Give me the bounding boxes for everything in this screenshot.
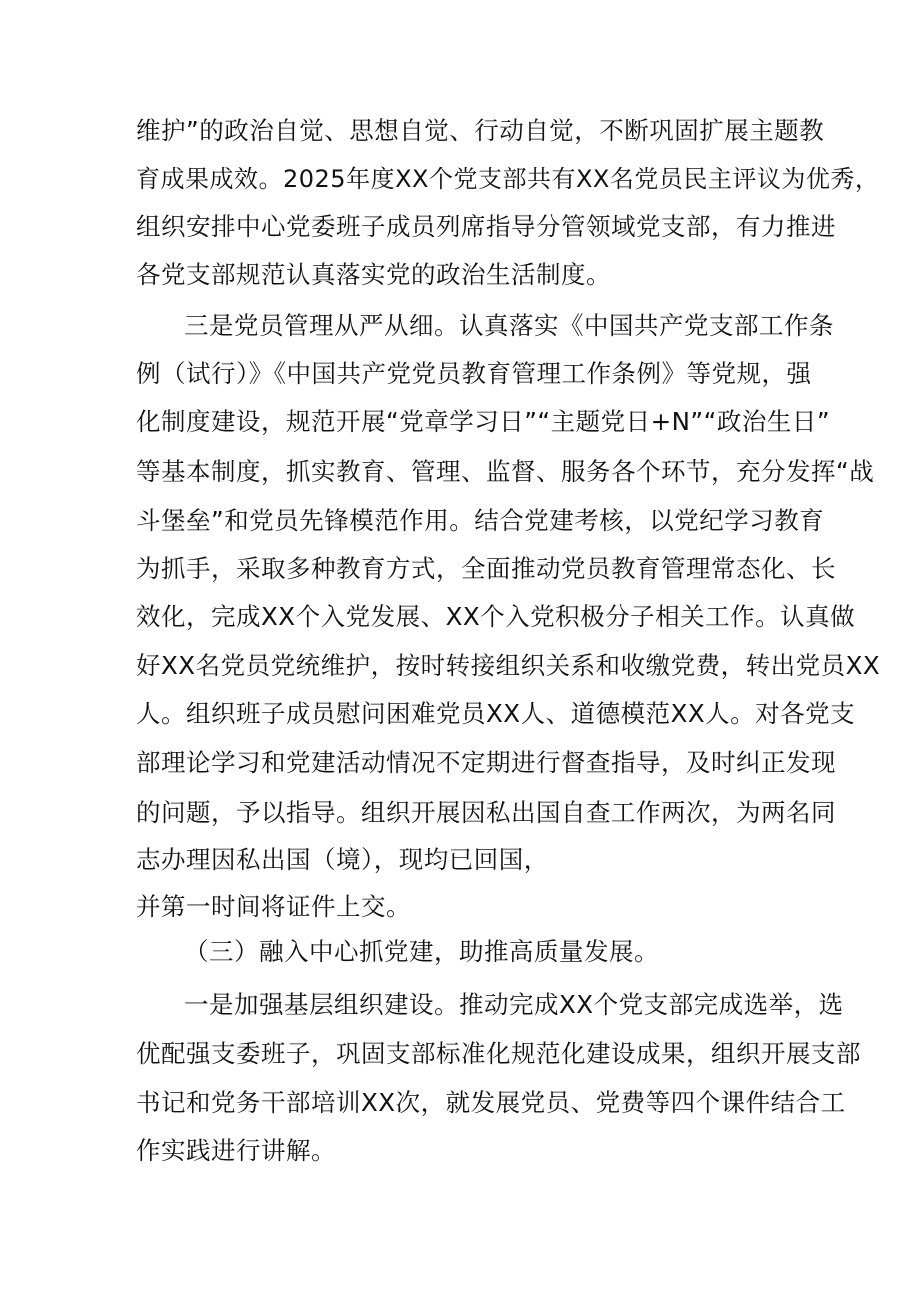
text-line-7: 化制度建设，规范开展“党章学习日”“主题党日+N”“政治生日” bbox=[136, 407, 831, 436]
text-line-13: 人。组织班子成员慰问困难党员XX人、道德模范XX人。对各党支 bbox=[136, 699, 856, 728]
text-line-19: 一是加强基层组织建设。推动完成XX个党支部完成选举，选 bbox=[184, 990, 844, 1019]
text-line-8: 等基本制度，抓实教育、管理、监督、服务各个环节，充分发挥“战 bbox=[136, 457, 875, 486]
text-line-15: 的问题，予以指导。组织开展因私出国自查工作两次，为两名同 bbox=[136, 798, 836, 827]
text-line-11: 效化，完成XX个入党发展、XX个入党积极分子相关工作。认真做 bbox=[136, 602, 856, 631]
text-line-4: 各党支部规范认真落实党的政治生活制度。 bbox=[136, 260, 611, 289]
text-line-22: 作实践进行讲解。 bbox=[136, 1136, 336, 1165]
text-line-16: 志办理因私出国（境），现均已回国， bbox=[136, 845, 549, 874]
section-heading: （三）融入中心抓党建，助推高质量发展。 bbox=[184, 937, 659, 966]
text-line-3: 组织安排中心党委班子成员列席指导分管领域党支部，有力推进 bbox=[136, 212, 836, 241]
text-line-9: 斗堡垒”和党员先锋模范作用。结合党建考核，以党纪学习教育 bbox=[136, 506, 825, 535]
text-line-2: 育成果成效。2025年度XX个党支部共有XX名党员民主评议为优秀， bbox=[136, 165, 880, 193]
text-line-21: 书记和党务干部培训XX次，就发展党员、党费等四个课件结合工 bbox=[136, 1088, 846, 1117]
text-line-20: 优配强支委班子，巩固支部标准化规范化建设成果，组织开展支部 bbox=[136, 1039, 861, 1068]
text-line-17: 并第一时间将证件上交。 bbox=[136, 892, 411, 921]
text-line-6: 例（试行）》《中国共产党党员教育管理工作条例》等党规，强 bbox=[136, 359, 812, 388]
text-line-14: 部理论学习和党建活动情况不定期进行督查指导，及时纠正发现 bbox=[136, 748, 836, 777]
text-line-5: 三是党员管理从严从细。认真落实《中国共产党支部工作条 bbox=[184, 311, 834, 340]
text-line-10: 为抓手，采取多种教育方式，全面推动党员教育管理常态化、长 bbox=[136, 554, 836, 583]
text-line-12: 好XX名党员党统维护，按时转接组织关系和收缴党费，转出党员XX bbox=[136, 651, 881, 680]
text-line-1: 维护”的政治自觉、思想自觉、行动自觉，不断巩固扩展主题教 bbox=[136, 116, 825, 145]
